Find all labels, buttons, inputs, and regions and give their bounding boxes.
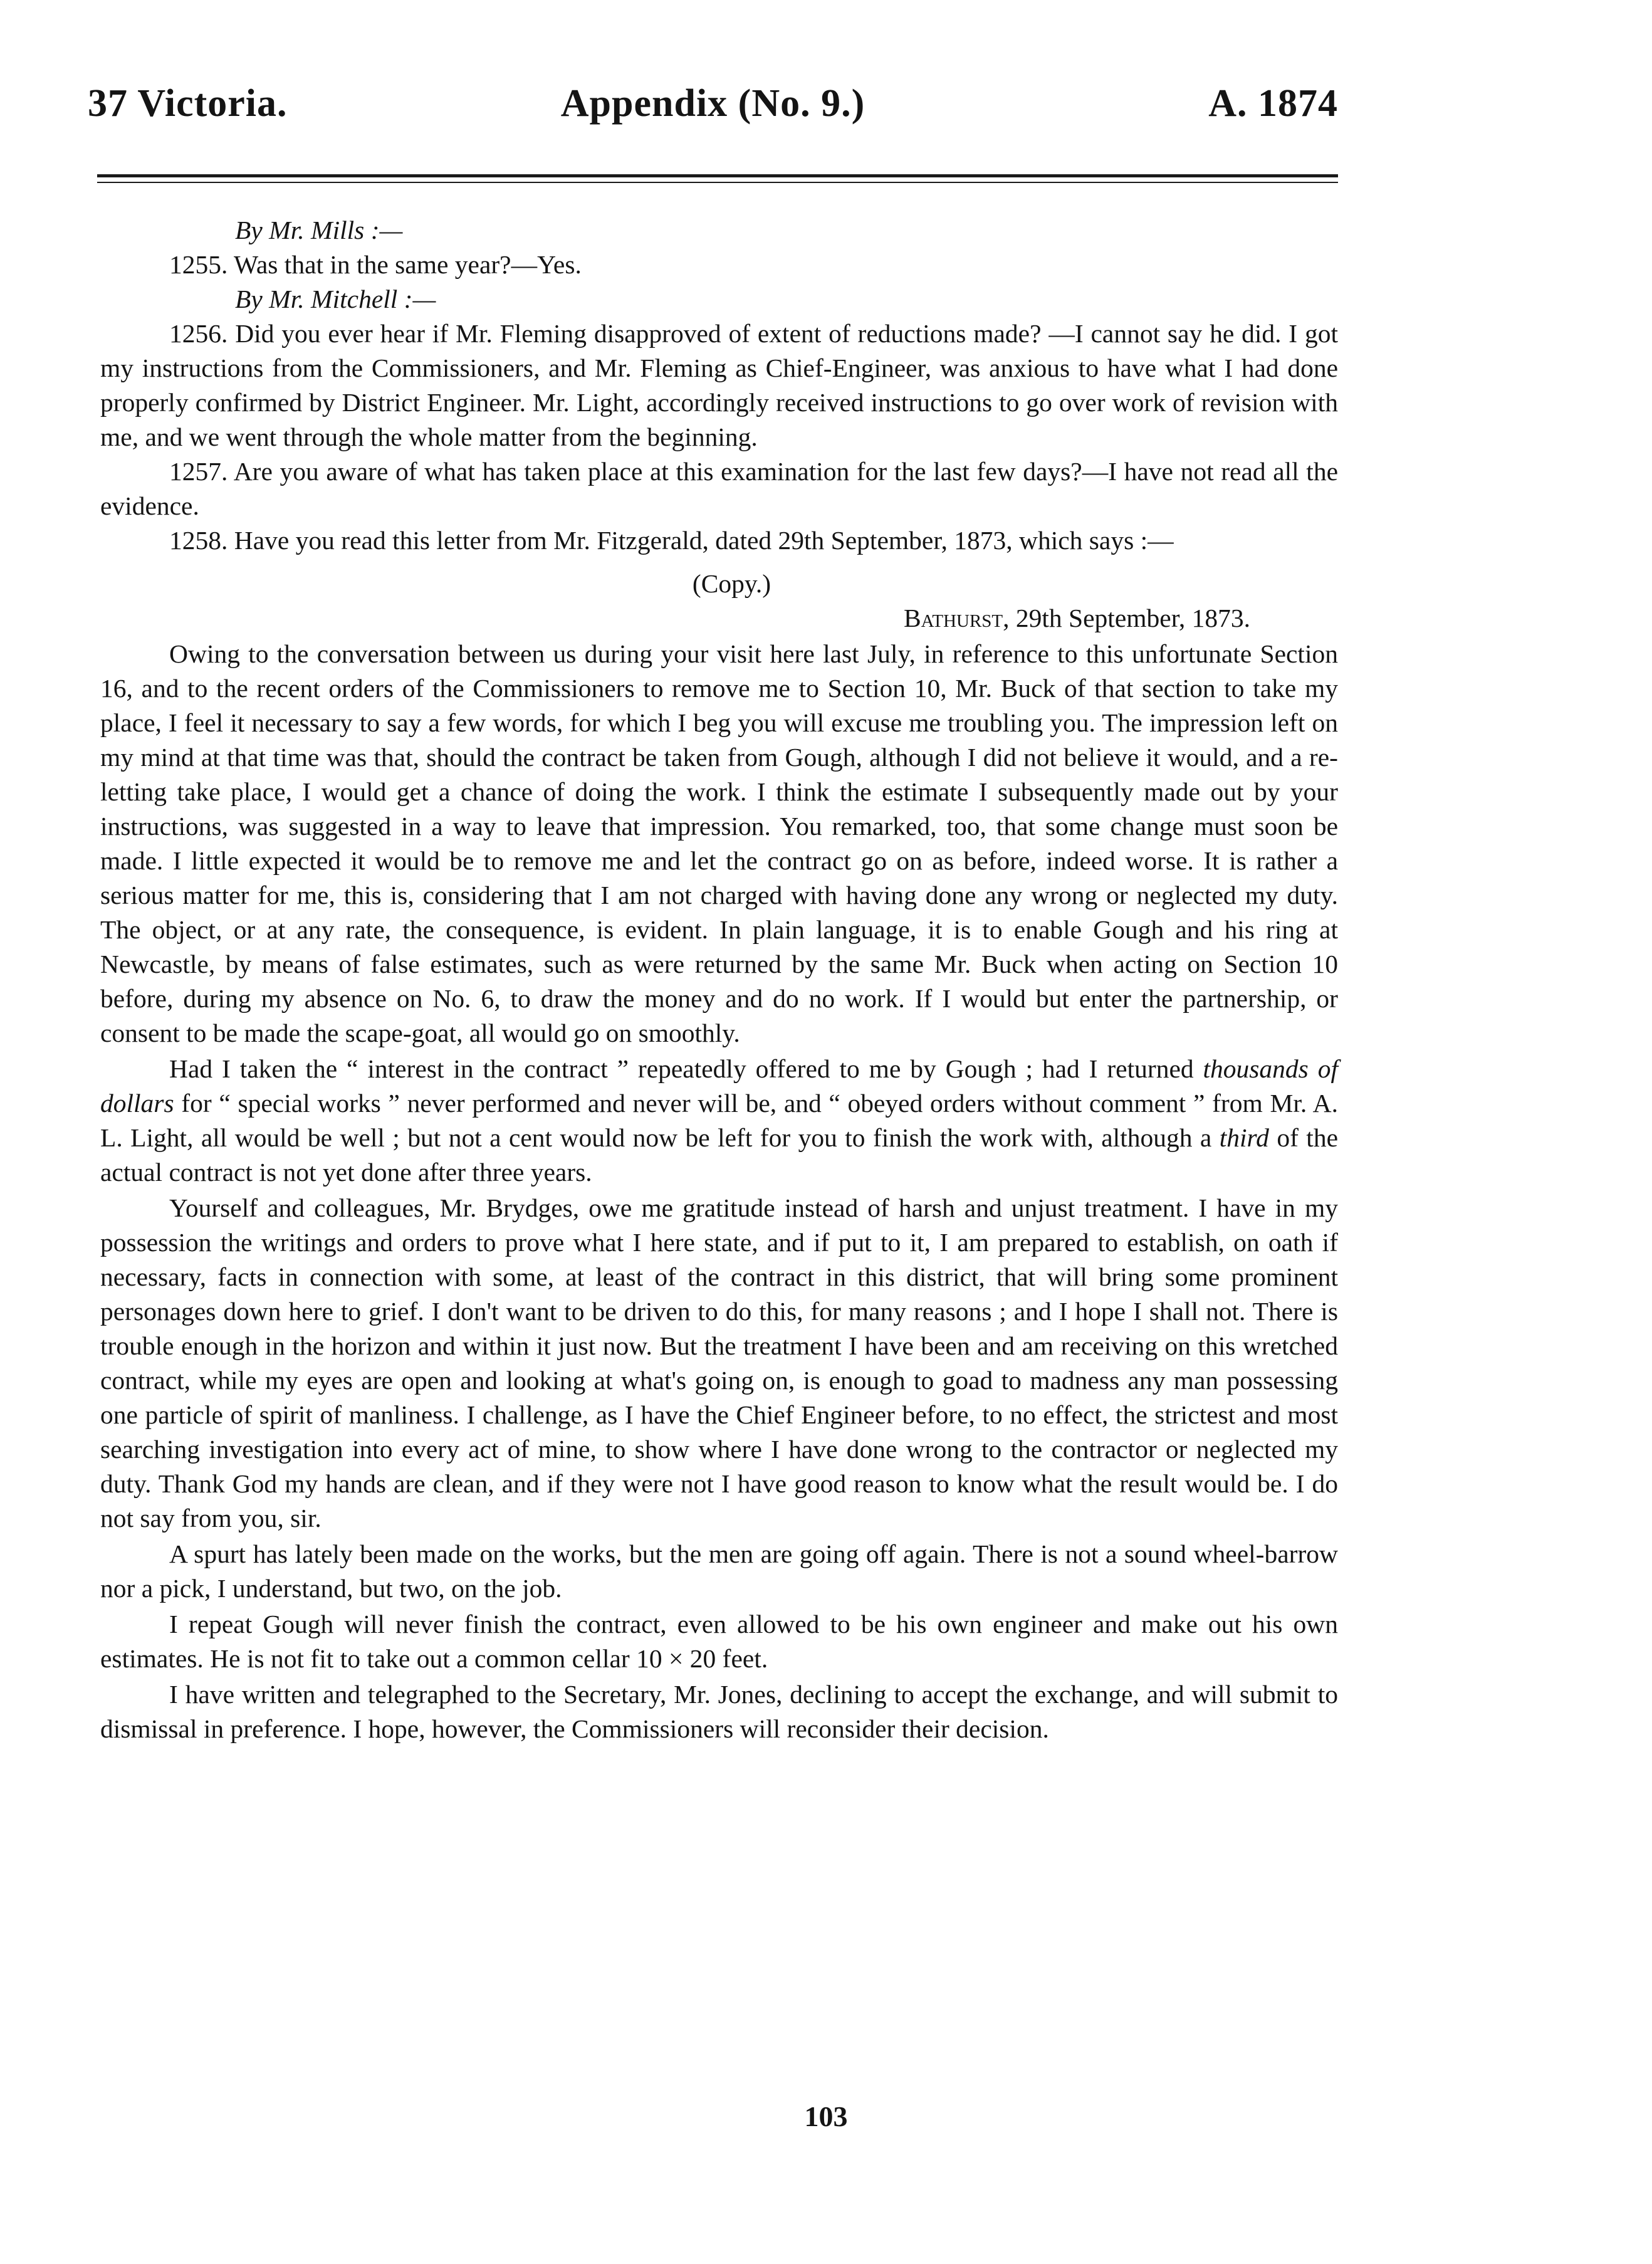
dateline-place: Bathurst — [903, 604, 1003, 632]
letter-paragraph-3: Yourself and colleagues, Mr. Brydges, owe me gratitude instead of harsh and unjust treatment. I have in my possession the writings and orders to prove what I here state, and if put to it, I am prepared to establish, on oath if necessary, facts in connection with some, at least of the contract in this district, that will bring some prominent personages down here to grief. I don't want to be driven to do this, for many reasons ; and I hope I shall not. There is trouble enough in the horizon and within it just now. But the treatment I have been and am receiving on this wretched contract, while my eyes are open and looking at what's going on, is enough to goad to madness any man possessing one particle of spirit of manliness. I challenge, as I have the Chief Engineer before, to no effect, the strictest and most searching investigation into every act of mine, to show where I have done wrong to the contractor or neglected my duty. Thank God my hands are clean, and if they were not I have good reason to know what the result would be. I do not say from you, sir. — [100, 1193, 1338, 1533]
letter-paragraph-2-part-b: for “ special works ” never performed and never will be, and “ obeyed orders without comment ” from Mr. A. L. Light, all would be well ; but not a cent would now be left for you to finish the work with, although a — [100, 1089, 1338, 1152]
letter-paragraph-2 — [100, 1052, 1338, 1190]
question-1258: 1258. Have you read this letter from Mr. Fitzgerald, dated 29th September, 1873, which says :— — [169, 526, 1174, 555]
copy-mark: (Copy.) — [692, 569, 771, 598]
letter-paragraph-4: A spurt has lately been made on the works, but the men are going off again. There is not a sound wheel-barrow nor a pick, I understand, but two, on the job. — [100, 1539, 1338, 1603]
page-number: 103 — [804, 2100, 848, 2132]
letter-paragraph-2-part-a: Had I taken the “ interest in the contract ” repeatedly offered to me by Gough ; had I returned — [169, 1054, 1203, 1083]
appendix-title: Appendix (No. 9.) — [560, 82, 865, 125]
header-rule-thick — [97, 174, 1338, 177]
question-1255: 1255. Was that in the same year?—Yes. — [169, 250, 582, 279]
year-label: A. 1874 — [1208, 82, 1338, 125]
session-label: 37 Victoria. — [88, 82, 288, 125]
speaker-mills: By Mr. Mills :— — [235, 216, 403, 244]
running-head — [88, 81, 1338, 150]
letter-paragraph-1: Owing to the conversation between us during your visit here last July, in reference to this unfortunate Section 16, and to the recent orders of the Commissioners to remove me to Section 10, Mr. Buck of that section to take my place, I feel it necessary to say a few words, for which I beg you will excuse me troubling you. The impression left on my mind at that time was that, should the contract be taken from Gough, although I did not believe it would, and a re-letting take place, I would get a chance of doing the work. I think the estimate I subsequently made out by your instructions, was suggested in a way to leave that impression. You remarked, too, that some change must soon be made. I little expected it would be to remove me and let the contract go on as before, indeed worse. It is rather a serious matter for me, this is, considering that I am not charged with having done any wrong or neglected my duty. The object, or at any rate, the consequence, is evident. In plain language, it is to enable Gough and his ring at Newcastle, by means of false estimates, such as were returned by the same Mr. Buck when acting on Section 10 before, during my absence on No. 6, to draw the money and do no work. If I would but enter the partnership, or consent to be made the scape-goat, all would go on smoothly. — [100, 639, 1338, 1047]
question-1256: 1256. Did you ever hear if Mr. Fleming disapproved of extent of reductions made? —I cannot say he did. I got my instructions from the Commissioners, and Mr. Fleming as Chief-Engineer, was anxious to have what I had done properly confirmed by District Engineer. Mr. Light, accordingly received instructions to go over work of revision with me, and we went through the whole matter from the beginning. — [100, 319, 1338, 451]
letter-paragraph-6: I have written and telegraphed to the Secretary, Mr. Jones, declining to accept the exchange, and will submit to dismissal in preference. I hope, however, the Commissioners will reconsider their decision. — [100, 1680, 1338, 1743]
header-rule-thin — [97, 182, 1338, 183]
emphasis-third: third — [1219, 1123, 1269, 1152]
letter-paragraph-2-part-c: of the actual contract is not yet done after three years. — [100, 1123, 1338, 1187]
dateline-date: , 29th September, 1873. — [1003, 604, 1250, 632]
letter-dateline — [100, 601, 1338, 636]
speaker-mitchell: By Mr. Mitchell :— — [235, 285, 436, 313]
evidence-text — [100, 213, 1338, 1746]
letter-paragraph-5: I repeat Gough will never finish the contract, even allowed to be his own engineer and make out his own estimates. He is not fit to take out a common cellar 10 × 20 feet. — [100, 1610, 1338, 1673]
question-1257: 1257. Are you aware of what has taken place at this examination for the last few days?—I have not read all the evidence. — [100, 457, 1338, 520]
emphasis-thousands-of-dollars: thousands of dollars — [100, 1054, 1338, 1118]
